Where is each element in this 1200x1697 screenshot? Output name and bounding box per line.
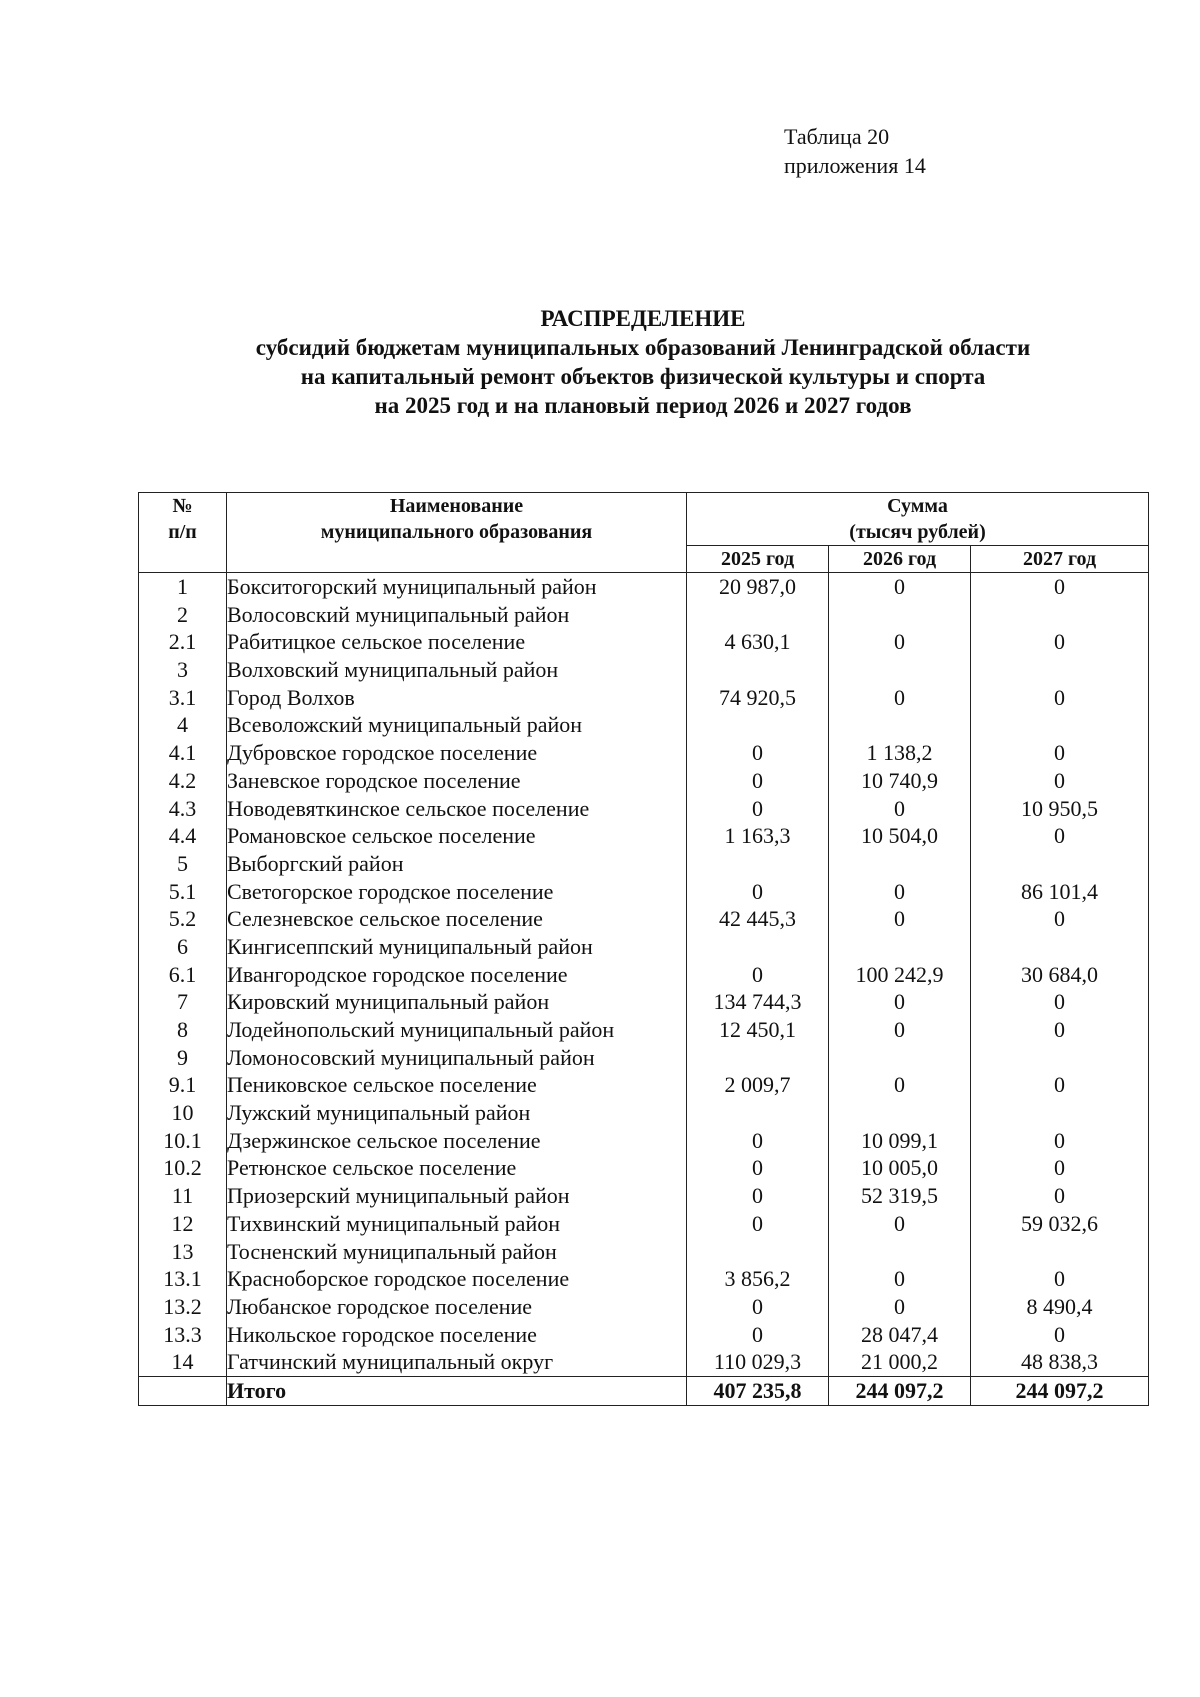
- row-name: Кировский муниципальный район: [227, 988, 687, 1016]
- table-row: [139, 1016, 1149, 1044]
- table-row: [139, 1071, 1149, 1099]
- row-value-2026: 0: [829, 988, 971, 1016]
- row-value-2027: [971, 601, 1149, 629]
- row-value-2025: [687, 933, 829, 961]
- row-value-2027: 0: [971, 1127, 1149, 1155]
- table-row: [139, 767, 1149, 795]
- table-body: [139, 573, 1149, 1377]
- table-row: [139, 1127, 1149, 1155]
- header-number: № п/п: [139, 493, 227, 573]
- table-row: [139, 988, 1149, 1016]
- row-number: 2: [139, 601, 227, 629]
- table-row: [139, 1321, 1149, 1349]
- row-value-2027: 0: [971, 1265, 1149, 1293]
- row-value-2025: [687, 711, 829, 739]
- row-value-2027: 0: [971, 1321, 1149, 1349]
- row-value-2026: [829, 1238, 971, 1266]
- header-2026: 2026 год: [829, 546, 971, 573]
- row-value-2025: [687, 1238, 829, 1266]
- row-value-2025: 42 445,3: [687, 905, 829, 933]
- row-value-2025: [687, 1044, 829, 1072]
- table-row: [139, 1293, 1149, 1321]
- row-name: Лужский муниципальный район: [227, 1099, 687, 1127]
- row-name: Кингисеппский муниципальный район: [227, 933, 687, 961]
- row-value-2025: 3 856,2: [687, 1265, 829, 1293]
- row-value-2027: 8 490,4: [971, 1293, 1149, 1321]
- row-value-2026: 0: [829, 1071, 971, 1099]
- table-row: [139, 933, 1149, 961]
- row-number: 13.1: [139, 1265, 227, 1293]
- row-number: 4.1: [139, 739, 227, 767]
- row-name: Любанское городское поселение: [227, 1293, 687, 1321]
- row-value-2026: [829, 656, 971, 684]
- table-row: [139, 1238, 1149, 1266]
- row-value-2027: [971, 656, 1149, 684]
- row-value-2025: [687, 656, 829, 684]
- row-name: Дзержинское сельское поселение: [227, 1127, 687, 1155]
- row-value-2026: [829, 601, 971, 629]
- row-value-2027: 0: [971, 1154, 1149, 1182]
- table-row: [139, 961, 1149, 989]
- row-value-2027: 86 101,4: [971, 878, 1149, 906]
- table-row: [139, 684, 1149, 712]
- row-value-2026: 0: [829, 1265, 971, 1293]
- title-line-3: на капитальный ремонт объектов физической культуры и спорта: [300, 364, 986, 389]
- row-value-2025: 1 163,3: [687, 822, 829, 850]
- title-line-4: на 2025 год и на плановый период 2026 и 2027 годов: [374, 393, 912, 418]
- row-name: Волосовский муниципальный район: [227, 601, 687, 629]
- row-value-2027: 59 032,6: [971, 1210, 1149, 1238]
- header-2027: 2027 год: [971, 546, 1149, 573]
- row-number: 5.1: [139, 878, 227, 906]
- row-value-2027: 0: [971, 573, 1149, 601]
- table-row: [139, 1348, 1149, 1376]
- row-value-2027: [971, 1099, 1149, 1127]
- row-value-2025: 0: [687, 1321, 829, 1349]
- row-value-2025: 0: [687, 1127, 829, 1155]
- row-value-2025: 20 987,0: [687, 573, 829, 601]
- row-number: 13.2: [139, 1293, 227, 1321]
- row-value-2026: 0: [829, 795, 971, 823]
- row-name: Новодевяткинское сельское поселение: [227, 795, 687, 823]
- subsidy-table: [138, 492, 1149, 1406]
- row-name: Лодейнопольский муниципальный район: [227, 1016, 687, 1044]
- row-number: 8: [139, 1016, 227, 1044]
- row-number: 3: [139, 656, 227, 684]
- row-value-2027: 0: [971, 684, 1149, 712]
- table-row: [139, 656, 1149, 684]
- row-name: Город Волхов: [227, 684, 687, 712]
- row-name: Пениковское сельское поселение: [227, 1071, 687, 1099]
- table-number: Таблица 20: [784, 124, 890, 149]
- row-value-2025: [687, 1099, 829, 1127]
- row-value-2025: 0: [687, 767, 829, 795]
- row-name: Селезневское сельское поселение: [227, 905, 687, 933]
- table-row: [139, 601, 1149, 629]
- row-value-2025: 74 920,5: [687, 684, 829, 712]
- row-name: Красноборское городское поселение: [227, 1265, 687, 1293]
- row-value-2025: 2 009,7: [687, 1071, 829, 1099]
- row-number: 9: [139, 1044, 227, 1072]
- row-value-2027: 0: [971, 628, 1149, 656]
- row-name: Светогорское городское поселение: [227, 878, 687, 906]
- row-value-2026: 0: [829, 1016, 971, 1044]
- row-value-2026: 52 319,5: [829, 1182, 971, 1210]
- row-number: 4.2: [139, 767, 227, 795]
- row-value-2027: 0: [971, 905, 1149, 933]
- table-row: [139, 739, 1149, 767]
- total-2027: 244 097,2: [971, 1376, 1149, 1405]
- row-value-2027: 48 838,3: [971, 1348, 1149, 1376]
- header-name: Наименование муниципального образования: [227, 493, 687, 573]
- row-value-2026: 0: [829, 684, 971, 712]
- row-number: 2.1: [139, 628, 227, 656]
- document-title: [138, 304, 1148, 420]
- row-value-2025: 0: [687, 1293, 829, 1321]
- row-value-2026: 21 000,2: [829, 1348, 971, 1376]
- table-row: [139, 850, 1149, 878]
- row-name: Ивангородское городское поселение: [227, 961, 687, 989]
- row-value-2025: 0: [687, 739, 829, 767]
- row-value-2027: 0: [971, 1182, 1149, 1210]
- row-number: 6: [139, 933, 227, 961]
- row-number: 14: [139, 1348, 227, 1376]
- table-row: [139, 573, 1149, 601]
- row-name: Волховский муниципальный район: [227, 656, 687, 684]
- row-number: 10.2: [139, 1154, 227, 1182]
- row-number: 3.1: [139, 684, 227, 712]
- table-row: [139, 795, 1149, 823]
- table-row: [139, 1210, 1149, 1238]
- row-value-2025: 0: [687, 878, 829, 906]
- row-value-2027: 0: [971, 739, 1149, 767]
- row-name: Бокситогорский муниципальный район: [227, 573, 687, 601]
- row-name: Никольское городское поселение: [227, 1321, 687, 1349]
- row-name: Ломоносовский муниципальный район: [227, 1044, 687, 1072]
- title-line-2: субсидий бюджетам муниципальных образований Ленинградской области: [255, 335, 1031, 360]
- table-row: [139, 628, 1149, 656]
- row-name: Рабитицкое сельское поселение: [227, 628, 687, 656]
- total-label: Итого: [227, 1376, 687, 1405]
- total-row: [139, 1376, 1149, 1405]
- row-value-2026: 1 138,2: [829, 739, 971, 767]
- table-row: [139, 822, 1149, 850]
- row-value-2025: 12 450,1: [687, 1016, 829, 1044]
- row-name: Гатчинский муниципальный округ: [227, 1348, 687, 1376]
- appendix-number: приложения 14: [784, 153, 926, 178]
- row-name: Романовское сельское поселение: [227, 822, 687, 850]
- table-row: [139, 711, 1149, 739]
- row-value-2027: [971, 1044, 1149, 1072]
- row-value-2025: 0: [687, 795, 829, 823]
- row-name: Тосненский муниципальный район: [227, 1238, 687, 1266]
- row-value-2025: [687, 601, 829, 629]
- row-number: 13: [139, 1238, 227, 1266]
- row-value-2026: 0: [829, 573, 971, 601]
- row-name: Заневское городское поселение: [227, 767, 687, 795]
- row-number: 11: [139, 1182, 227, 1210]
- table-row: [139, 1154, 1149, 1182]
- header-2025: 2025 год: [687, 546, 829, 573]
- total-num-cell: [139, 1376, 227, 1405]
- row-number: 10: [139, 1099, 227, 1127]
- table-row: [139, 905, 1149, 933]
- row-value-2026: 10 005,0: [829, 1154, 971, 1182]
- row-value-2027: 0: [971, 988, 1149, 1016]
- row-value-2027: 30 684,0: [971, 961, 1149, 989]
- row-value-2025: 110 029,3: [687, 1348, 829, 1376]
- table-row: [139, 1265, 1149, 1293]
- row-value-2025: 0: [687, 1154, 829, 1182]
- row-value-2027: 0: [971, 1016, 1149, 1044]
- row-value-2025: 134 744,3: [687, 988, 829, 1016]
- row-number: 5: [139, 850, 227, 878]
- row-name: Всеволожский муниципальный район: [227, 711, 687, 739]
- table-reference: [784, 122, 926, 180]
- row-value-2026: [829, 933, 971, 961]
- row-number: 12: [139, 1210, 227, 1238]
- row-number: 4: [139, 711, 227, 739]
- row-number: 4.3: [139, 795, 227, 823]
- row-value-2027: [971, 711, 1149, 739]
- table-row: [139, 1044, 1149, 1072]
- row-value-2026: 10 504,0: [829, 822, 971, 850]
- row-value-2027: [971, 850, 1149, 878]
- row-name: Выборгский район: [227, 850, 687, 878]
- row-value-2026: 100 242,9: [829, 961, 971, 989]
- row-value-2026: 10 099,1: [829, 1127, 971, 1155]
- row-value-2026: 0: [829, 878, 971, 906]
- row-value-2025: 0: [687, 1182, 829, 1210]
- row-value-2026: 10 740,9: [829, 767, 971, 795]
- row-value-2026: 0: [829, 628, 971, 656]
- total-2026: 244 097,2: [829, 1376, 971, 1405]
- row-value-2027: 0: [971, 822, 1149, 850]
- row-value-2025: 0: [687, 1210, 829, 1238]
- row-number: 7: [139, 988, 227, 1016]
- row-value-2026: [829, 850, 971, 878]
- row-value-2025: [687, 850, 829, 878]
- row-value-2026: [829, 1099, 971, 1127]
- row-value-2026: 0: [829, 1210, 971, 1238]
- row-value-2027: 0: [971, 767, 1149, 795]
- row-value-2027: 0: [971, 1071, 1149, 1099]
- header-sum: Сумма (тысяч рублей): [687, 493, 1149, 546]
- row-number: 5.2: [139, 905, 227, 933]
- row-value-2026: 28 047,4: [829, 1321, 971, 1349]
- title-line-1: РАСПРЕДЕЛЕНИЕ: [540, 306, 746, 331]
- row-name: Приозерский муниципальный район: [227, 1182, 687, 1210]
- total-2025: 407 235,8: [687, 1376, 829, 1405]
- row-number: 6.1: [139, 961, 227, 989]
- row-value-2027: [971, 933, 1149, 961]
- row-value-2027: [971, 1238, 1149, 1266]
- row-value-2025: 0: [687, 961, 829, 989]
- row-value-2026: [829, 1044, 971, 1072]
- row-value-2026: 0: [829, 905, 971, 933]
- table-row: [139, 1182, 1149, 1210]
- table-row: [139, 878, 1149, 906]
- row-name: Дубровское городское поселение: [227, 739, 687, 767]
- row-number: 10.1: [139, 1127, 227, 1155]
- table-row: [139, 1099, 1149, 1127]
- row-value-2026: 0: [829, 1293, 971, 1321]
- row-number: 13.3: [139, 1321, 227, 1349]
- row-number: 4.4: [139, 822, 227, 850]
- row-number: 9.1: [139, 1071, 227, 1099]
- row-number: 1: [139, 573, 227, 601]
- row-value-2025: 4 630,1: [687, 628, 829, 656]
- row-value-2027: 10 950,5: [971, 795, 1149, 823]
- row-value-2026: [829, 711, 971, 739]
- row-name: Тихвинский муниципальный район: [227, 1210, 687, 1238]
- row-name: Ретюнское сельское поселение: [227, 1154, 687, 1182]
